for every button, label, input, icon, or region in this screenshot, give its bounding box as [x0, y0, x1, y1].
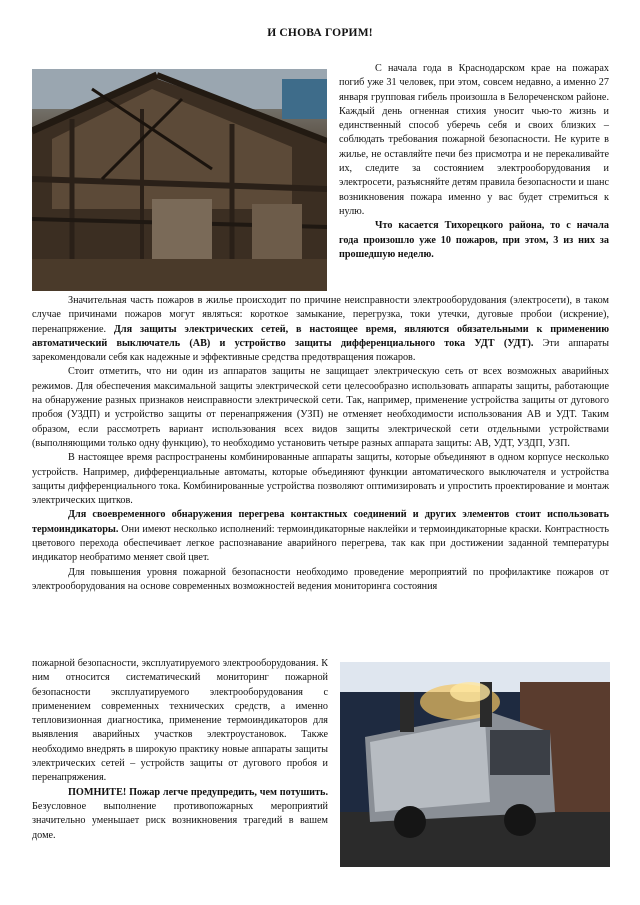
thermo-bold-text: Для своевременного обнаружения перегрева контактных соединений и других элементов стоит использовать термоиндикаторы.	[32, 509, 609, 535]
body-full-width	[32, 294, 609, 594]
burned-house-photo	[32, 69, 327, 291]
remember-text: Безусловное выполнение противопожарных мероприятий значительно уменьшает риск возникновения трагедий в вашем доме.	[32, 800, 328, 841]
protection-bold-text: Для защиты электрических сетей, в настоящее время, являются обязательными к применению автоматический выключатель (АВ) и устройство защиты дифференциального тока УДТ (УДТ).	[32, 323, 609, 349]
district-bold-text: Что касается Тихорецкого района, то с начала года произошло уже 10 пожаров, при этом, 3 из них за прошедшую неделю.	[339, 220, 609, 260]
monitoring-paragraph-start: Для повышения уровня пожарной безопасности необходимо проведение мероприятий по профилактике пожаров от электрооборудования на основе современных возможностей ведения мониторинга состояния	[32, 566, 609, 592]
district-paragraph	[339, 219, 609, 262]
causes-paragraph	[32, 294, 609, 365]
intro-paragraph: С начала года в Краснодарском крае на пожарах погиб уже 31 человек, при этом, совсем недавно, а именно 27 января групповая гибель произошла в Белореченском районе. Каждый день огненная стихия уносит чью-то жизнь и единственный способ уберечь себя и своих близких – соблюдать требования пожарной безопасности. Не курите в жилье, не оставляйте печи без присмотра и не перекаливайте их, следите за состоянием электрооборудования и электросети, разъясняйте детям правила безопасности и шанс возникновения пожара именно у вас будет стремиться к нулю.	[339, 63, 609, 217]
page-title: И СНОВА ГОРИМ!	[267, 27, 373, 39]
thermo-indicators-paragraph	[32, 508, 609, 565]
right-column-text	[339, 62, 609, 262]
causes-text: Значительная часть пожаров в жилье происходит по причине неисправности электрооборудования (электросети), в таком случае причинами пожаров могут являться: короткое замыкание, перегрузка, токи утечки, дуговые пробои (искрение), перенапряжение.	[32, 295, 609, 335]
causes-tail-text: Эти аппараты зарекомендовали себя как надежные и эффективные средства предотвращения пожаров.	[32, 337, 610, 364]
remember-bold-text: ПОМНИТЕ! Пожар легче предупредить, чем потушить.	[68, 786, 328, 798]
left-column-text	[32, 657, 328, 843]
burned-vehicle-photo	[340, 662, 610, 867]
remember-paragraph	[32, 786, 328, 843]
protection-devices-paragraph: Стоит отметить, что ни один из аппаратов защиты не защищает электрическую сеть от всех возможных аварийных режимов. Для обеспечения максимальной защиты электрической сети целесообразно использовать аппараты защиты, работающие на обнаружение разных признаков неисправности электрической сети. Так, например, применение устройства защиты от дугового пробоя (УЗДП) и устройство защиты от перенапряжения (УЗП) не отменяет необходимости использования АВ и УДТ. Таким образом, если рассмотреть вариант использования всех видов защиты электрической сети отдельными устройствами (выполняющими только одну функцию), то необходимо установить четыре разных аппарата защиты: АВ, УДТ, УЗДП, УЗП.	[32, 366, 609, 449]
combined-devices-paragraph: В настоящее время распространены комбинированные аппараты защиты, которые объединяют в одном корпусе несколько устройств. Например, дифференциальные автоматы, которые объединяют функции автоматического выключателя и устройства защиты дифференциального тока. Комбинированные устройства позволяют оптимизировать и упростить проектирование и монтаж электрических щитков.	[32, 452, 609, 507]
thermo-text: Они имеют несколько исполнений: термоиндикаторные наклейки и термоиндикаторные краски. Контрастность цветового перехода обеспечивает легкое распознавание аварийного перегрева, так как при достижении заданной температуры индикатор необратимо меняет свой цвет.	[32, 523, 609, 564]
monitoring-paragraph-continued: пожарной безопасности, эксплуатируемого электрооборудования. К ним относится систематический мониторинг пожарной безопасности эксплуатируемого электрооборудования с применением современных технических средств, а именно тепловизионная диагностика, применение термоиндикаторов для выявления аварийных участков электроустановок. Также необходимо внедрять в широкую практику новые аппараты защиты электрических сетей – устройств защиты от дугового пробоя и перенапряжения.	[32, 658, 328, 784]
